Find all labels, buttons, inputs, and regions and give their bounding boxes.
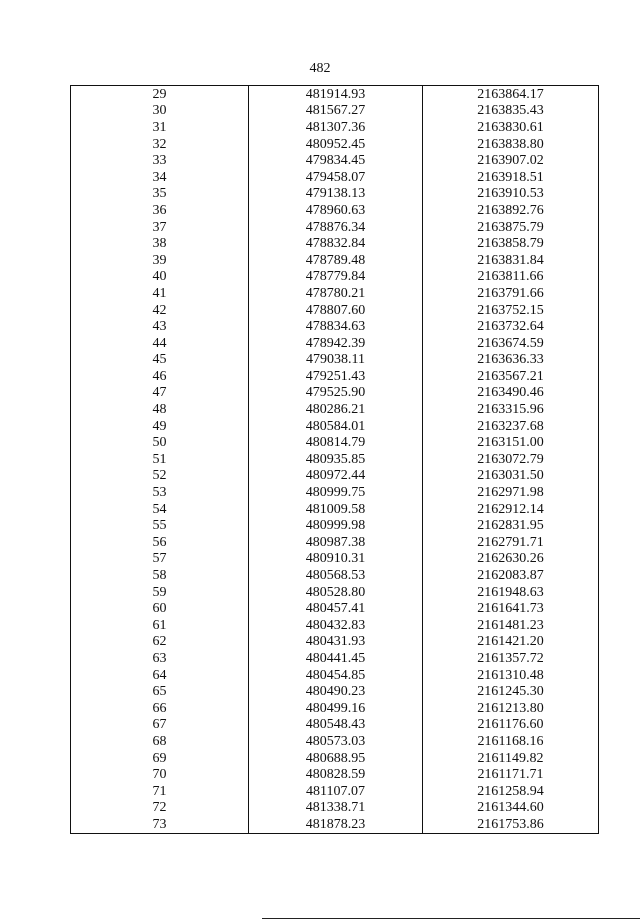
y-coordinate-cell: 2163907.02 (423, 152, 599, 169)
table-row (71, 252, 599, 269)
point-number-cell: 42 (152, 302, 167, 318)
y-coordinate-cell: 2161641.73 (423, 600, 599, 617)
table-row (71, 219, 599, 236)
point-number-cell: 55 (152, 518, 167, 534)
y-coordinate-cell: 2161168.16 (423, 733, 599, 750)
table-row (71, 202, 599, 219)
y-coordinate-cell: 2163636.33 (423, 352, 599, 369)
x-coordinate-cell: 481307.36 (249, 119, 423, 136)
point-number-cell: 35 (152, 186, 167, 202)
table-row (71, 750, 599, 767)
table-row (71, 103, 599, 120)
y-coordinate-cell: 2163918.51 (423, 169, 599, 186)
y-coordinate-cell: 2163875.79 (423, 219, 599, 236)
table-row (71, 285, 599, 302)
x-coordinate-cell: 480528.80 (249, 584, 423, 601)
y-coordinate-cell: 2161481.23 (423, 617, 599, 634)
x-coordinate-cell: 480987.38 (249, 534, 423, 551)
x-coordinate-cell: 480548.43 (249, 717, 423, 734)
y-coordinate-cell: 2161149.82 (423, 750, 599, 767)
x-coordinate-cell: 480584.01 (249, 418, 423, 435)
x-coordinate-cell: 481009.58 (249, 501, 423, 518)
point-number-cell: 46 (152, 368, 167, 384)
x-coordinate-cell: 480814.79 (249, 434, 423, 451)
x-coordinate-cell: 480441.45 (249, 650, 423, 667)
y-coordinate-cell: 2162831.95 (423, 517, 599, 534)
point-number-cell: 53 (152, 485, 167, 501)
y-coordinate-cell: 2161753.86 (423, 816, 599, 833)
page-number: 482 (309, 61, 331, 76)
y-coordinate-cell: 2163858.79 (423, 235, 599, 252)
x-coordinate-cell: 481878.23 (249, 816, 423, 833)
table-row (71, 302, 599, 319)
table-row (71, 584, 599, 601)
table-row (71, 335, 599, 352)
table-row (71, 766, 599, 783)
x-coordinate-cell: 480935.85 (249, 451, 423, 468)
point-number-cell: 32 (152, 136, 167, 152)
x-coordinate-cell: 478832.84 (249, 235, 423, 252)
point-number-cell: 71 (152, 783, 167, 799)
point-number-cell: 67 (152, 717, 167, 733)
y-coordinate-cell: 2163490.46 (423, 385, 599, 402)
y-coordinate-cell: 2162791.71 (423, 534, 599, 551)
point-number-cell: 49 (152, 418, 167, 434)
table-row (71, 468, 599, 485)
table-row (71, 517, 599, 534)
point-number-cell: 37 (152, 219, 167, 235)
y-coordinate-cell: 2163830.61 (423, 119, 599, 136)
point-number-cell: 36 (152, 202, 167, 218)
table-row (71, 733, 599, 750)
x-coordinate-cell: 480910.31 (249, 551, 423, 568)
y-coordinate-cell: 2163752.15 (423, 302, 599, 319)
x-coordinate-cell: 480999.75 (249, 484, 423, 501)
table-row (71, 318, 599, 335)
table-row (71, 551, 599, 568)
y-coordinate-cell: 2163031.50 (423, 468, 599, 485)
y-coordinate-cell: 2163315.96 (423, 401, 599, 418)
point-number-cell: 48 (152, 402, 167, 418)
x-coordinate-cell: 478876.34 (249, 219, 423, 236)
y-coordinate-cell: 2163892.76 (423, 202, 599, 219)
x-coordinate-cell: 478807.60 (249, 302, 423, 319)
x-coordinate-cell: 480286.21 (249, 401, 423, 418)
x-coordinate-cell: 480828.59 (249, 766, 423, 783)
x-coordinate-cell: 480972.44 (249, 468, 423, 485)
x-coordinate-cell: 480457.41 (249, 600, 423, 617)
x-coordinate-cell: 478789.48 (249, 252, 423, 269)
x-coordinate-cell: 480573.03 (249, 733, 423, 750)
y-coordinate-cell: 2161344.60 (423, 800, 599, 817)
table-row (71, 119, 599, 136)
x-coordinate-cell: 480999.98 (249, 517, 423, 534)
y-coordinate-cell: 2162083.87 (423, 567, 599, 584)
point-number-cell: 69 (152, 750, 167, 766)
point-number-cell: 47 (152, 385, 167, 401)
y-coordinate-cell: 2163567.21 (423, 368, 599, 385)
point-number-cell: 33 (152, 153, 167, 169)
y-coordinate-cell: 2161213.80 (423, 700, 599, 717)
table-row (71, 816, 599, 833)
x-coordinate-cell: 478942.39 (249, 335, 423, 352)
point-number-cell: 52 (152, 468, 167, 484)
point-number-cell: 61 (152, 617, 167, 633)
table-row (71, 484, 599, 501)
table-row (71, 567, 599, 584)
point-number-cell: 41 (152, 285, 167, 301)
y-coordinate-cell: 2161310.48 (423, 667, 599, 684)
x-coordinate-cell: 480568.53 (249, 567, 423, 584)
point-number-cell: 30 (152, 103, 167, 119)
table-row (71, 451, 599, 468)
table-row (71, 385, 599, 402)
table-row (71, 235, 599, 252)
x-coordinate-cell: 480432.83 (249, 617, 423, 634)
y-coordinate-cell: 2163811.66 (423, 269, 599, 286)
coordinates-table-body (71, 86, 599, 834)
point-number-cell: 38 (152, 236, 167, 252)
x-coordinate-cell: 478834.63 (249, 318, 423, 335)
x-coordinate-cell: 478960.63 (249, 202, 423, 219)
x-coordinate-cell: 479525.90 (249, 385, 423, 402)
y-coordinate-cell: 2162630.26 (423, 551, 599, 568)
y-coordinate-cell: 2163732.64 (423, 318, 599, 335)
table-row (71, 650, 599, 667)
table-row (71, 269, 599, 286)
y-coordinate-cell: 2163831.84 (423, 252, 599, 269)
x-coordinate-cell: 480688.95 (249, 750, 423, 767)
x-coordinate-cell: 481338.71 (249, 800, 423, 817)
y-coordinate-cell: 2163151.00 (423, 434, 599, 451)
y-coordinate-cell: 2163072.79 (423, 451, 599, 468)
point-number-cell: 59 (152, 584, 167, 600)
x-coordinate-cell: 480952.45 (249, 136, 423, 153)
x-coordinate-cell: 479138.13 (249, 186, 423, 203)
point-number-cell: 63 (152, 650, 167, 666)
point-number-cell: 65 (152, 684, 167, 700)
x-coordinate-cell: 481107.07 (249, 783, 423, 800)
y-coordinate-cell: 2163910.53 (423, 186, 599, 203)
x-coordinate-cell: 479834.45 (249, 152, 423, 169)
x-coordinate-cell: 479251.43 (249, 368, 423, 385)
coordinates-table (70, 85, 599, 834)
y-coordinate-cell: 2163237.68 (423, 418, 599, 435)
point-number-cell: 62 (152, 634, 167, 650)
point-number-cell: 39 (152, 252, 167, 268)
point-number-cell: 73 (152, 816, 167, 832)
y-coordinate-cell: 2161258.94 (423, 783, 599, 800)
x-coordinate-cell: 479038.11 (249, 352, 423, 369)
point-number-cell: 60 (152, 601, 167, 617)
x-coordinate-cell: 480499.16 (249, 700, 423, 717)
y-coordinate-cell: 2162971.98 (423, 484, 599, 501)
y-coordinate-cell: 2161421.20 (423, 634, 599, 651)
y-coordinate-cell: 2163835.43 (423, 103, 599, 120)
table-row (71, 700, 599, 717)
table-row (71, 136, 599, 153)
y-coordinate-cell: 2162912.14 (423, 501, 599, 518)
table-row (71, 186, 599, 203)
x-coordinate-cell: 478779.84 (249, 269, 423, 286)
table-row (71, 783, 599, 800)
table-row (71, 434, 599, 451)
point-number-cell: 66 (152, 700, 167, 716)
x-coordinate-cell: 480431.93 (249, 634, 423, 651)
table-row (71, 534, 599, 551)
point-number-cell: 64 (152, 667, 167, 683)
point-number-cell: 58 (152, 568, 167, 584)
table-row (71, 683, 599, 700)
y-coordinate-cell: 2163838.80 (423, 136, 599, 153)
y-coordinate-cell: 2161171.71 (423, 766, 599, 783)
point-number-cell: 31 (152, 119, 167, 135)
table-row (71, 501, 599, 518)
point-number-cell: 45 (152, 352, 167, 368)
point-number-cell: 56 (152, 534, 167, 550)
y-coordinate-cell: 2163864.17 (423, 86, 599, 103)
point-number-cell: 50 (152, 435, 167, 451)
table-row (71, 717, 599, 734)
y-coordinate-cell: 2161245.30 (423, 683, 599, 700)
table-row (71, 617, 599, 634)
point-number-cell: 44 (152, 335, 167, 351)
point-number-cell: 72 (152, 800, 167, 816)
x-coordinate-cell: 481914.93 (249, 86, 423, 103)
table-row (71, 169, 599, 186)
point-number-cell: 54 (152, 501, 167, 517)
x-coordinate-cell: 480490.23 (249, 683, 423, 700)
table-row (71, 368, 599, 385)
bottom-rule (262, 918, 640, 919)
point-number-cell: 29 (152, 86, 167, 102)
y-coordinate-cell: 2161948.63 (423, 584, 599, 601)
point-number-cell: 34 (152, 169, 167, 185)
table-row (71, 418, 599, 435)
table-row (71, 667, 599, 684)
table-row (71, 352, 599, 369)
table-row (71, 800, 599, 817)
table-row (71, 86, 599, 103)
y-coordinate-cell: 2163791.66 (423, 285, 599, 302)
point-number-cell: 68 (152, 733, 167, 749)
table-row (71, 401, 599, 418)
x-coordinate-cell: 478780.21 (249, 285, 423, 302)
point-number-cell: 43 (152, 319, 167, 335)
point-number-cell: 70 (152, 767, 167, 783)
y-coordinate-cell: 2161176.60 (423, 717, 599, 734)
y-coordinate-cell: 2161357.72 (423, 650, 599, 667)
table-row (71, 634, 599, 651)
x-coordinate-cell: 479458.07 (249, 169, 423, 186)
x-coordinate-cell: 481567.27 (249, 103, 423, 120)
point-number-cell: 51 (152, 451, 167, 467)
y-coordinate-cell: 2163674.59 (423, 335, 599, 352)
point-number-cell: 40 (152, 269, 167, 285)
x-coordinate-cell: 480454.85 (249, 667, 423, 684)
table-row (71, 600, 599, 617)
table-row (71, 152, 599, 169)
point-number-cell: 57 (152, 551, 167, 567)
